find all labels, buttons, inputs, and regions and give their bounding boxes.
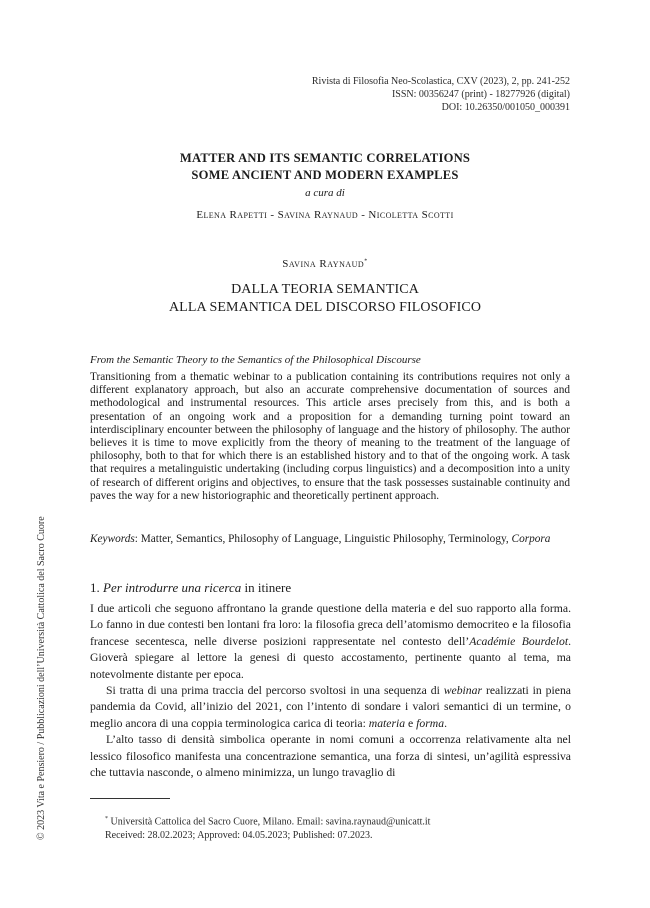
abstract-heading: From the Semantic Theory to the Semantics of the Philosophical Discourse bbox=[90, 354, 421, 366]
series-title-line-2: SOME ANCIENT AND MODERN EXAMPLES bbox=[191, 168, 459, 182]
curated-by: a cura di bbox=[305, 187, 345, 199]
keywords-label: Keywords bbox=[90, 533, 135, 545]
keywords-list: : Matter, Semantics, Philosophy of Language, Linguistic Philosophy, Terminology, bbox=[134, 533, 512, 545]
body-text bbox=[90, 601, 571, 781]
author-name: Savina Raynaud bbox=[282, 258, 365, 270]
p1-academie: Académie Bourdelot bbox=[469, 634, 569, 648]
section-number: 1. bbox=[90, 580, 103, 595]
footnote bbox=[105, 813, 575, 842]
author-footnote-mark: * bbox=[364, 258, 368, 265]
article-title bbox=[0, 281, 650, 317]
p2-webinar: webinar bbox=[443, 684, 483, 698]
footnote-dates: Received: 28.02.2023; Approved: 04.05.2023; Published: 07.2023. bbox=[105, 829, 373, 841]
journal-citation: Rivista di Filosofia Neo-Scolastica, CXV (2023), 2, pp. 241-252 bbox=[311, 76, 570, 87]
series-title bbox=[0, 150, 650, 184]
series-title-line-1: MATTER AND ITS SEMANTIC CORRELATIONS bbox=[179, 151, 471, 165]
p1-text-b: . Gioverà spiegare al lettore la genesi di questo accostamento, pertinente quanto al tema, ma notevolmente distante per epoca. bbox=[90, 634, 572, 681]
editors: Elena Rapetti - Savina Raynaud - Nicoletta Scotti bbox=[196, 209, 454, 221]
keywords-last: Corpora bbox=[511, 533, 551, 545]
footnote-mark: * bbox=[105, 816, 108, 822]
paragraph-2 bbox=[90, 683, 571, 732]
footnote-affiliation-line bbox=[105, 813, 575, 829]
journal-issn: ISSN: 00356247 (print) - 18277926 (digital) bbox=[391, 89, 570, 100]
p2-forma: forma bbox=[416, 716, 445, 730]
article-title-line-1: DALLA TEORIA SEMANTICA bbox=[231, 282, 419, 297]
journal-doi: DOI: 10.26350/001050_000391 bbox=[441, 102, 570, 113]
keywords bbox=[90, 533, 570, 546]
section-title-italic: Per introdurre una ricerca bbox=[103, 580, 242, 595]
paragraph-3: L’alto tasso di densità simbolica operante in nomi comuni a occorrenza relativamente alta nel lessico filosofico manifesta una concentrazione semantica, una forza di sintesi, un’agilità espressiva che tuttavia nasconde, o almeno minimizza, un lungo travaglio di bbox=[90, 733, 571, 780]
author bbox=[0, 258, 650, 270]
p2-text-b: realizzati in piena pandemia da Covid, all’inizio del 2021, con l’intento di sondare i valori semantici di un termine, o meglio ancora di una coppia terminologica carica di teoria: bbox=[90, 684, 571, 730]
article-title-line-2: ALLA SEMANTICA DEL DISCORSO FILOSOFICO bbox=[168, 300, 482, 315]
footnote-affiliation: Università Cattolica del Sacro Cuore, Milano. Email: savina.raynaud@unicatt.it bbox=[108, 816, 431, 828]
abstract-text: Transitioning from a thematic webinar to a publication containing its contributions requires not only a different explanatory approach, but also an accurate comprehensive documentation of sources and methodological and instrumental resources. This article arses precisely from this, and is both a presentation of an ongoing work and a proposition for a demanding turning point toward an interdisciplinary encounter between the philosophy of language and the history of philosophy. The author believes it is time to move explicitly from the theory of meaning to the treatment of the language of philosophy, both to that for which there is an established history and to that of the ongoing work. A task that requires a metalinguistic undertaking (including corpus linguistics) and a decomposition into a unity of research of different origins and objectives, to ensure that the task possesses sustainable continuity and paves the way for a new historiographic and theoretically pertinent approach. bbox=[90, 371, 570, 502]
p2-conjunction: e bbox=[405, 716, 417, 730]
p2-end: . bbox=[444, 716, 448, 730]
copyright-notice: © 2023 Vita e Pensiero / Pubblicazioni dell’Università Cattolica del Sacro Cuore bbox=[36, 516, 47, 840]
p1-text-a: I due articoli che seguono affrontano la grande questione della materia e del suo rapporto alla forma. Lo fanno in due contesti ben lontani fra loro: la filosofia greca dell’atomismo democriteo e la filosofia francese secentesca, nelle diverse posizioni rappresentate nel contesto dell’ bbox=[90, 602, 571, 648]
section-title-rest: in itinere bbox=[241, 580, 292, 595]
footnote-divider bbox=[90, 798, 170, 799]
journal-header bbox=[190, 75, 570, 114]
p2-materia: materia bbox=[368, 716, 406, 730]
section-heading bbox=[90, 580, 570, 596]
paragraph-1 bbox=[90, 601, 571, 683]
p2-text-a: Si tratta di una prima traccia del percorso svoltosi in una sequenza di bbox=[106, 684, 444, 698]
